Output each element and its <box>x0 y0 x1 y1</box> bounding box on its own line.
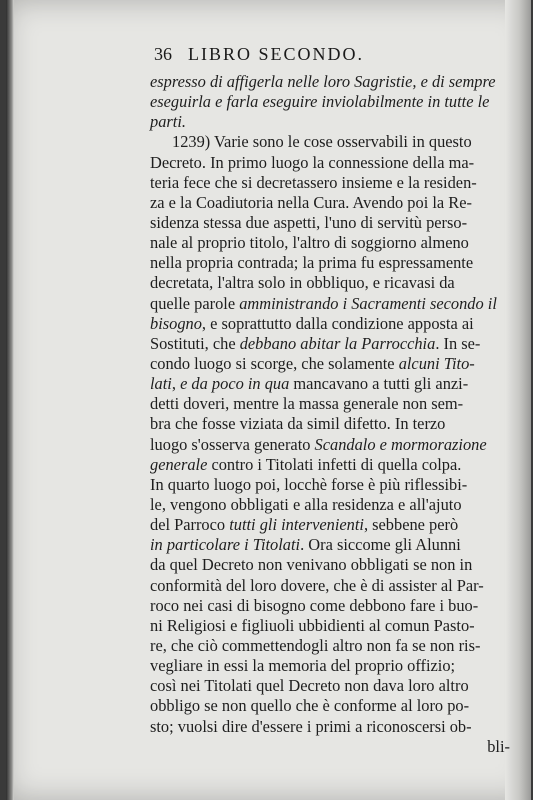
text-line <box>150 233 520 253</box>
italic-segment: amministrando i Sacramenti secondo il <box>239 293 497 313</box>
italic-segment: generale <box>150 454 208 474</box>
text-line <box>150 737 520 757</box>
text-segment: re, che ciò commettendogli altro non fa se non ris- <box>150 635 481 655</box>
text-line <box>150 132 520 152</box>
text-line <box>150 555 520 575</box>
text-segment: roco nei casi di bisogno come debbono fare i buo- <box>150 595 479 615</box>
text-segment: bra che fosse viziata da simil difetto. In terzo <box>150 414 446 434</box>
text-line <box>150 656 520 676</box>
text-line <box>150 475 520 495</box>
text-segment: obbligo se non quello che è conforme al loro po- <box>150 696 470 716</box>
text-segment: . Ora siccome gli Alunni <box>300 535 461 555</box>
text-segment: sto; vuolsi dire d'essere i primi a riconoscersi ob- <box>150 716 472 736</box>
italic-segment: bisogno <box>150 313 202 333</box>
text-segment: luogo s'osserva generato <box>150 434 315 454</box>
text-line <box>150 435 520 455</box>
text-line <box>150 515 520 535</box>
text-line <box>150 193 520 213</box>
text-line <box>150 92 520 112</box>
italic-segment: Scandalo e mormorazione <box>314 434 487 454</box>
text-line <box>150 596 520 616</box>
text-segment: teria fece che si decretassero insieme e la residen- <box>150 172 477 192</box>
text-line <box>150 676 520 696</box>
book-page <box>6 0 531 800</box>
text-segment: contro i Titolati infetti di quella colpa. <box>207 454 462 474</box>
body-text <box>150 72 520 757</box>
text-line <box>150 153 520 173</box>
text-line <box>150 374 520 394</box>
text-line <box>150 173 520 193</box>
italic-segment: in particolare i Titolati <box>150 535 301 555</box>
text-line <box>150 334 520 354</box>
text-line <box>150 414 520 434</box>
text-segment: Sostituti, che <box>150 333 240 353</box>
text-segment: 1239) Varie sono le cose osservabili in questo <box>172 132 472 152</box>
page-number: 36 <box>154 44 172 64</box>
text-line <box>150 495 520 515</box>
text-line <box>150 616 520 636</box>
text-segment: , e soprattutto dalla condizione apposta ai <box>201 313 474 333</box>
text-segment: bli- <box>487 736 510 756</box>
running-title: LIBRO SECONDO. <box>188 44 365 64</box>
italic-segment: alcuni Tito- <box>398 353 475 373</box>
text-segment: mancavano a tutti gli anzi- <box>289 374 469 394</box>
text-line <box>150 717 520 737</box>
text-segment: le, vengono obbligati e alla residenza e all'ajuto <box>150 494 462 514</box>
italic-segment: e da poco in qua <box>180 374 290 394</box>
text-line <box>150 535 520 555</box>
text-segment: za e la Coadiutoria nella Cura. Avendo poi la Re- <box>150 192 472 212</box>
running-header <box>154 44 484 65</box>
italic-segment: lati <box>150 374 172 394</box>
text-line <box>150 112 520 132</box>
text-segment: In quarto luogo poi, locchè forse è più riflessibi- <box>150 474 468 494</box>
text-segment: Decreto. In primo luogo la connessione della ma- <box>150 152 475 172</box>
text-line <box>150 314 520 334</box>
text-segment: così nei Titolati quel Decreto non dava loro altro <box>150 676 469 696</box>
text-line <box>150 354 520 374</box>
text-segment: detti doveri, mentre la massa generale non sem- <box>150 394 464 414</box>
text-line <box>150 576 520 596</box>
text-line <box>150 394 520 414</box>
text-line <box>150 253 520 273</box>
text-line <box>150 273 520 293</box>
text-segment: del Parroco <box>150 515 230 535</box>
italic-segment: parti. <box>150 112 186 132</box>
text-line <box>150 294 520 314</box>
italic-segment: eseguirla e farla eseguire inviolabilmente in tutte le <box>150 92 490 112</box>
text-segment: sidenza stessa due aspetti, l'uno di servitù perso- <box>150 212 468 232</box>
text-line <box>150 72 520 92</box>
text-segment: decretata, l'altra solo in obbliquo, e ricavasi da <box>150 273 455 293</box>
text-line <box>150 213 520 233</box>
text-line <box>150 455 520 475</box>
text-segment: conformità del loro dovere, che è di assister al Par- <box>150 575 484 595</box>
italic-segment: espresso di affigerla nelle loro Sagristie, e di sempre <box>150 72 496 91</box>
text-line <box>150 636 520 656</box>
text-segment: ni Religiosi e figliuoli ubbidienti al comun Pasto- <box>150 615 475 635</box>
text-segment: . In se- <box>435 333 481 353</box>
text-segment: nella propria contrada; la prima fu espressamente <box>150 253 474 273</box>
text-line <box>150 696 520 716</box>
italic-segment: tutti gli intervenienti <box>229 515 364 535</box>
page-gutter-shadow <box>6 0 14 800</box>
italic-segment: debbano abitar la Parrocchia <box>239 333 436 353</box>
text-segment: nale al proprio titolo, l'altro di soggiorno almeno <box>150 233 469 253</box>
text-segment: da quel Decreto non venivano obbligati se non in <box>150 555 473 575</box>
text-segment: vegliare in essi la memoria del proprio offizio; <box>150 656 456 676</box>
text-segment: quelle parole <box>150 293 240 313</box>
text-segment: , sebbene però <box>363 515 459 535</box>
text-segment: condo luogo si scorge, che solamente <box>150 353 399 373</box>
text-segment: , <box>171 374 181 394</box>
